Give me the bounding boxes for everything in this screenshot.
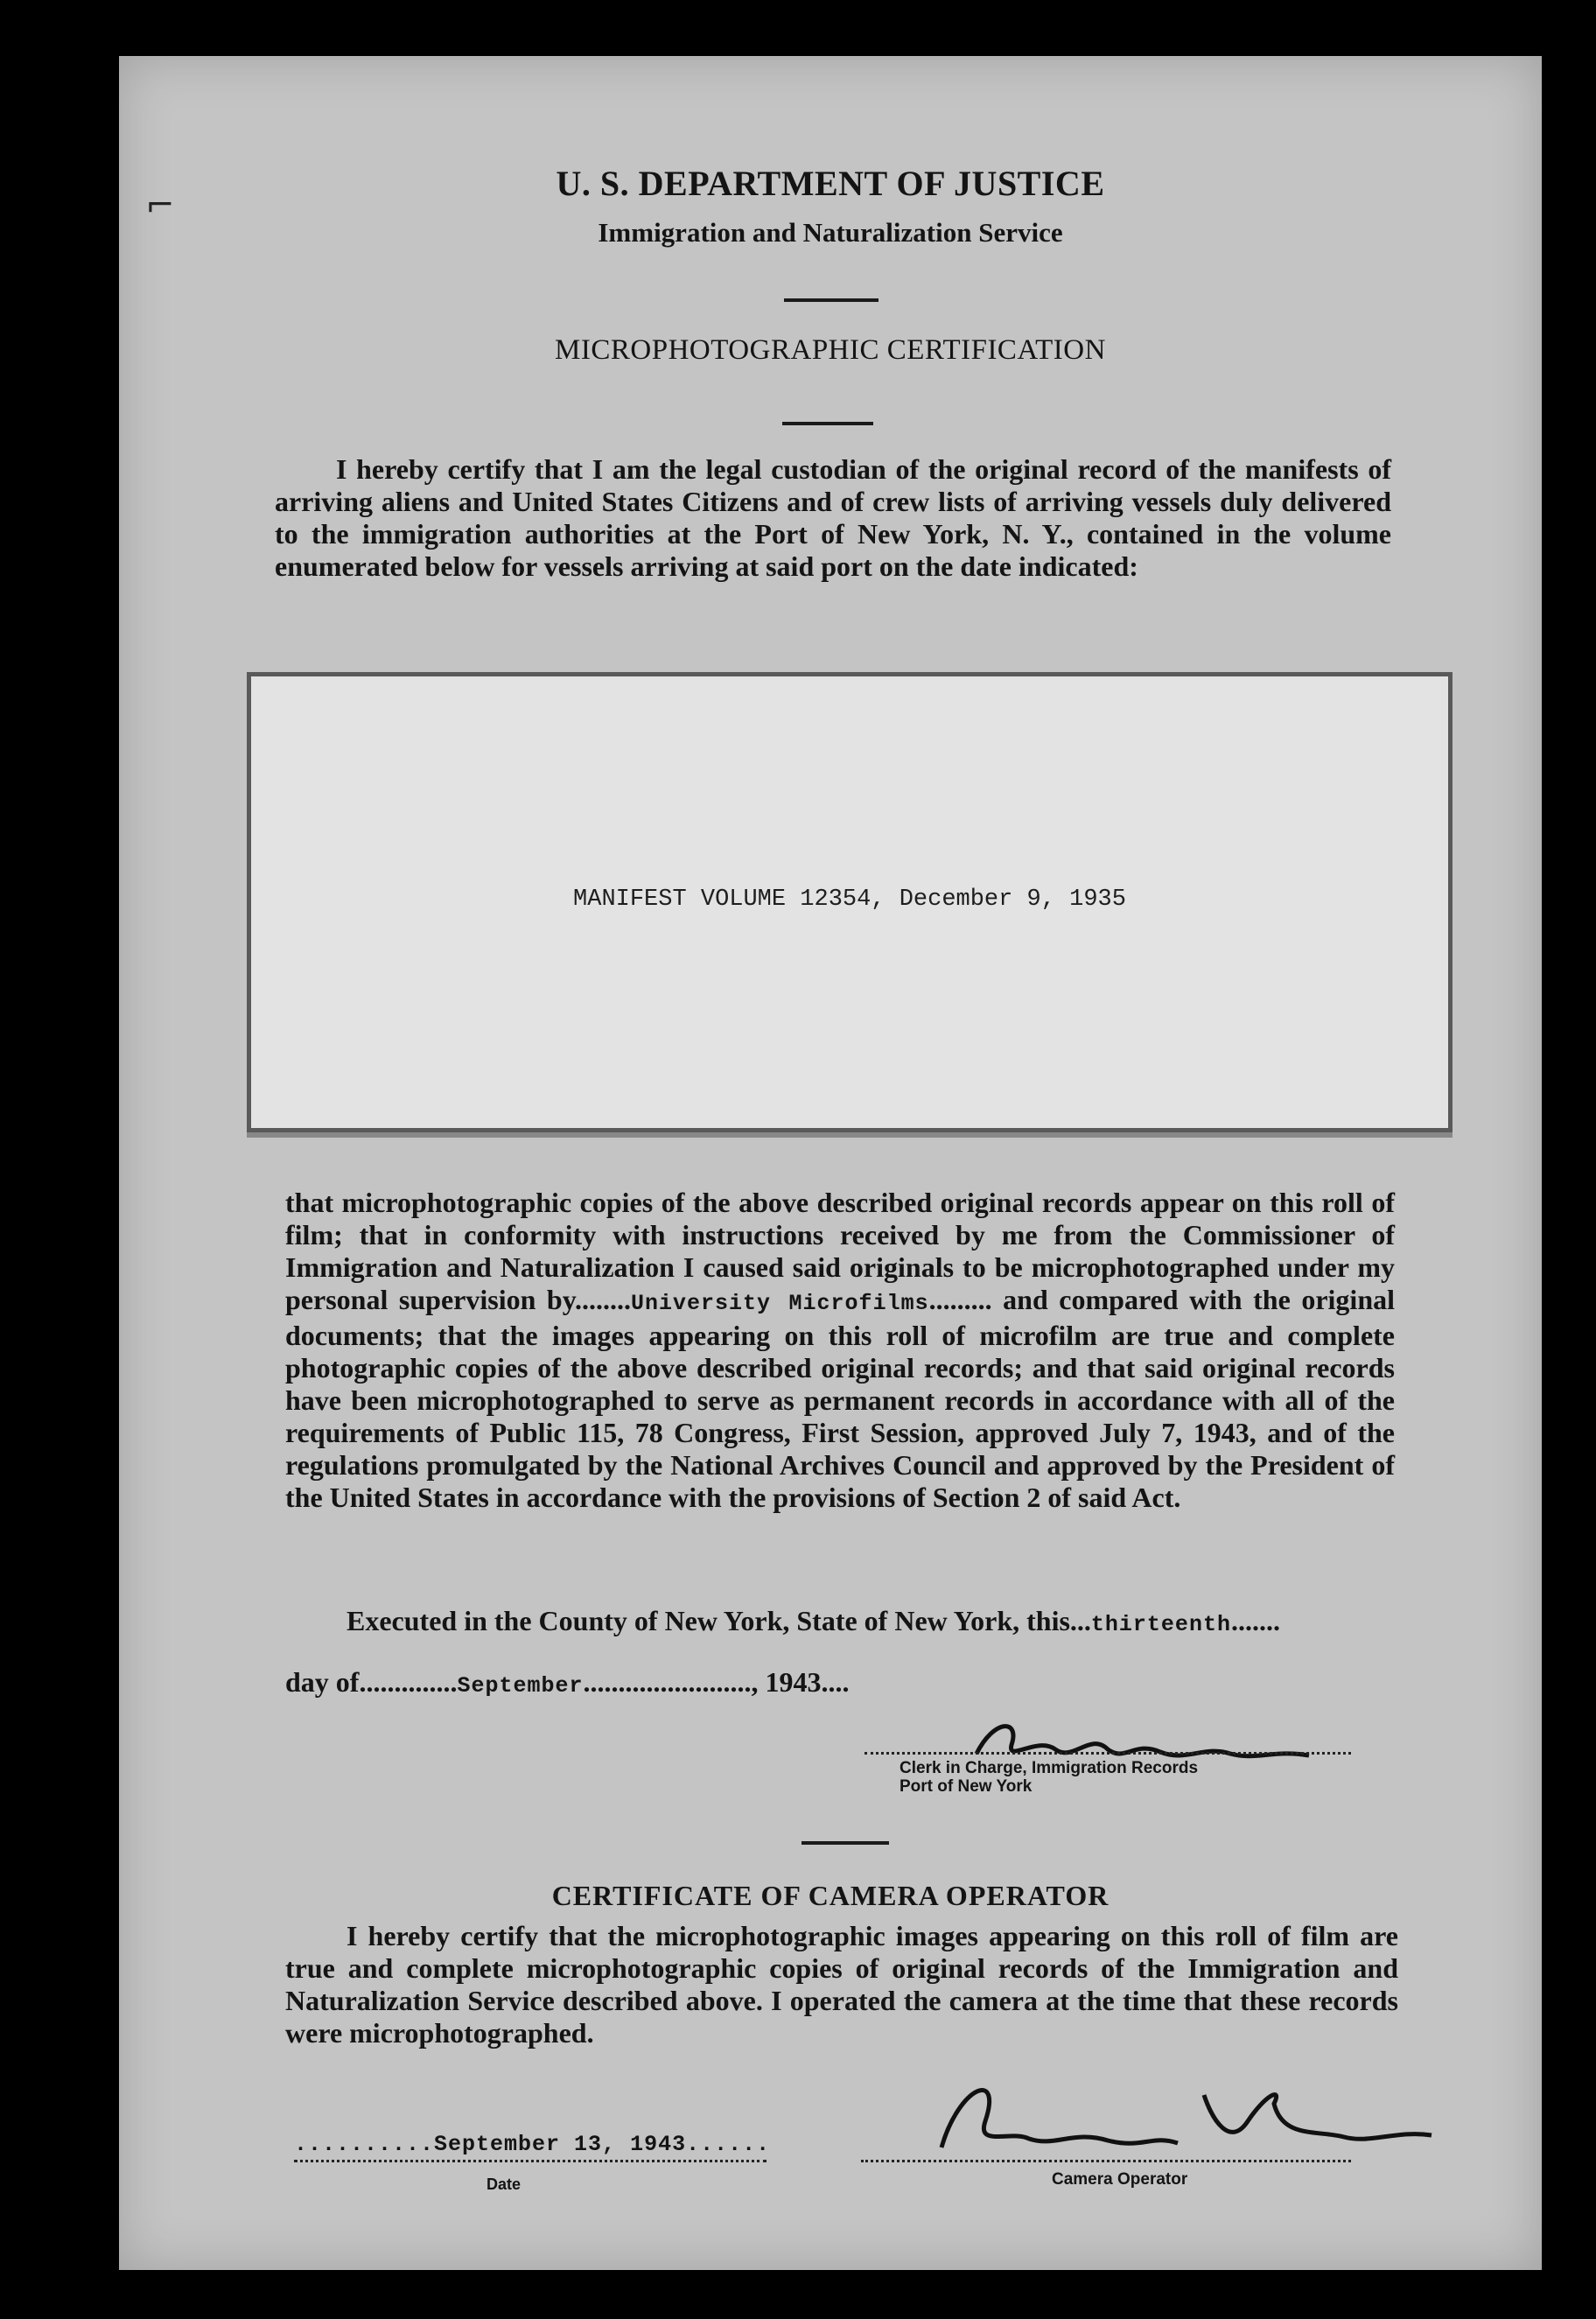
executed-line [346, 1605, 1280, 1637]
day-of-line [285, 1666, 849, 1699]
body-part-1: that microphotographic copies of the above described original records appear on this roll of film; that in conformity with instructions received by me from the Commissioner of Immigration and Naturalization I caused said originals to be microphotographed under my personal supervision by [285, 1187, 1395, 1315]
film-edge-mark: ⌐ [145, 186, 175, 226]
body-part-2: and compared with the original documents; that the images appearing on this roll of microfilm are true and complete photographic copies of the above described original records; and that said original records have been microphotographed to serve as permanent records in accordance with all of the requirements of Public 115, 78 Congress, First Session, approved July 7, 1943, and of the regulations promulgated by the National Archives Council and approved by the President of the United States in accordance with the provisions of Section 2 of said Act. [285, 1284, 1396, 1513]
leader-dots: .............. [359, 1666, 458, 1698]
month: September [457, 1673, 584, 1699]
leader-dots: ......... [928, 1284, 992, 1315]
volume-box [247, 672, 1452, 1132]
clerk-title [900, 1759, 1198, 1796]
date-underline [294, 2160, 766, 2162]
year: , 1943 [751, 1666, 822, 1698]
date-label: Date [486, 2175, 522, 2193]
camera-operator-text: I hereby certify that the microphotographic images appearing on this roll of film are true and complete microphotographic copies of original records of the Immigration and Naturalization Service described above. I operated the camera at the time that these records were microphotographed. [285, 1920, 1398, 2049]
clerk-title-line-2: Port of New York [900, 1777, 1032, 1796]
executed-day: thirteenth [1090, 1612, 1231, 1637]
certificate-page [119, 56, 1542, 2270]
certification-intro: I hereby certify that I am the legal custodian of the original record of the manifests of arriving aliens and United States Citizens and of crew lists of arriving vessels duly delivered to the immigration authorities at the Port of New York, N. Y., contained in the volume enumerated below for vessels arriving at said port on the date indicated: [275, 453, 1391, 582]
operator-date: September 13, 1943 [434, 2132, 687, 2157]
day-of-prefix: day of [285, 1666, 360, 1698]
camera-operator-label: Camera Operator [1052, 2170, 1188, 2189]
leader-dots: .......... [294, 2132, 435, 2157]
divider [802, 1841, 889, 1845]
leader-dots: ........ [574, 1284, 631, 1315]
service-heading: Immigration and Naturalization Service [598, 217, 1063, 248]
divider [782, 422, 873, 425]
date-line [294, 2132, 770, 2157]
leader-dots: ....... [1230, 1605, 1280, 1636]
leader-dots: ...... [686, 2132, 771, 2157]
manifest-volume: MANIFEST VOLUME 12354, December 9, 1935 [573, 886, 1126, 913]
clerk-signature-line [864, 1752, 1351, 1755]
divider [784, 298, 878, 302]
executed-prefix: Executed in the County of New York, State of New York, this [346, 1605, 1070, 1636]
clerk-title-line-1: Clerk in Charge, Immigration Records [900, 1759, 1199, 1777]
camera-operator-title: CERTIFICATE OF CAMERA OPERATOR [551, 1880, 1110, 1911]
department-heading: U. S. DEPARTMENT OF JUSTICE [556, 164, 1105, 203]
operator-signature-line [861, 2160, 1351, 2162]
certification-title: MICROPHOTOGRAPHIC CERTIFICATION [555, 334, 1106, 366]
leader-dots: ........................ [583, 1666, 752, 1698]
leader-dots: ... [1069, 1605, 1091, 1636]
camera-operator-signature [906, 2069, 1466, 2165]
leader-dots: .... [821, 1666, 850, 1698]
certification-body [285, 1187, 1395, 1514]
company-name: University Microfilms [630, 1291, 929, 1316]
